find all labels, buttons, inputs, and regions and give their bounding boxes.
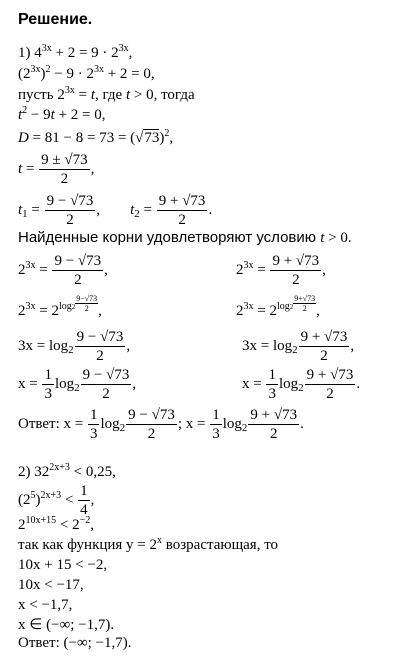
answer-2: Ответ: (−∞; −1,7). bbox=[18, 635, 132, 651]
solution-title: Решение. bbox=[18, 11, 93, 28]
discriminant-line: $D = 81 - 8 = 73 = (√73)^2$, bbox=[18, 128, 174, 146]
ineq-line-5: 10x + 15 < −2, bbox=[18, 557, 108, 573]
left-eq-3: $3x = \log_2$ $\frac{9 - √73}{2}$ , bbox=[18, 329, 131, 364]
roots-values: $t_1$ = $\frac{9 - √73}{2}$ , $t_2$ = $\frac{9 + √73}{2}$ . bbox=[18, 193, 213, 228]
quadratic-line: $t^2 - 9t + 2 = 0$, bbox=[18, 105, 106, 123]
answer-1: Ответ: x = $\frac{1}{3}$ $\log_2$ $\frac{9 - √73}{2}$ ; x = $\frac{1}{3}$ $\log_2$ $\frac{9 + √73}{2}$ . bbox=[18, 407, 304, 442]
eq-line-1: 1) $4^{3x} + 2 = 9 \cdot 2^{3x}$, bbox=[18, 43, 133, 61]
ineq-line-6: 10x < −17, bbox=[18, 577, 84, 593]
ineq-line-2: $(2^5)^{2x+3}$ < $\frac{1}{4}$ , bbox=[18, 483, 95, 518]
right-eq-4: x = $\frac{1}{3}$ $\log_2$ $\frac{9 + √73}{2}$ . bbox=[242, 367, 361, 402]
left-eq-2: $2^{3x} = 2^{log2}$ $\frac{9-√73}{2}$ , bbox=[18, 294, 102, 319]
left-eq-4: x = $\frac{1}{3}$ $\log_2$ $\frac{9 - √73}{2}$ , bbox=[18, 367, 137, 402]
condition-check: Найденные корни удовлетворяют условию t > 0. bbox=[18, 229, 352, 246]
monotonic-note: так как функция $y = 2^x$ возрастающая, то bbox=[18, 535, 279, 553]
ineq-line-7: x < −1,7, bbox=[18, 597, 73, 613]
roots-formula: t = $\frac{9 \pm √73}{2}$ , bbox=[18, 152, 95, 187]
right-eq-3: $3x = \log_2$ $\frac{9 + √73}{2}$ , bbox=[242, 329, 355, 364]
ineq-line-3: $2^{10x+15} < 2^{-2}$, bbox=[18, 515, 94, 533]
ineq-line-8: x ∈ (−∞; −1,7). bbox=[18, 617, 115, 633]
right-eq-1: $2^{3x}$ = $\frac{9 + √73}{2}$ , bbox=[236, 253, 326, 288]
right-eq-2: $2^{3x} = 2^{log2}$ $\frac{9+√73}{2}$ , bbox=[236, 294, 320, 319]
left-eq-1: $2^{3x}$ = $\frac{9 - √73}{2}$ , bbox=[18, 253, 108, 288]
eq-line-2: $(2^{3x})^2 - 9 \cdot 2^{3x} + 2 = 0$, bbox=[18, 64, 155, 82]
substitution-line: пусть $2^{3x} = t$, где t > 0, тогда bbox=[18, 85, 195, 103]
ineq-line-1: 2) $32^{2x+3} < 0,25$, bbox=[18, 462, 116, 480]
